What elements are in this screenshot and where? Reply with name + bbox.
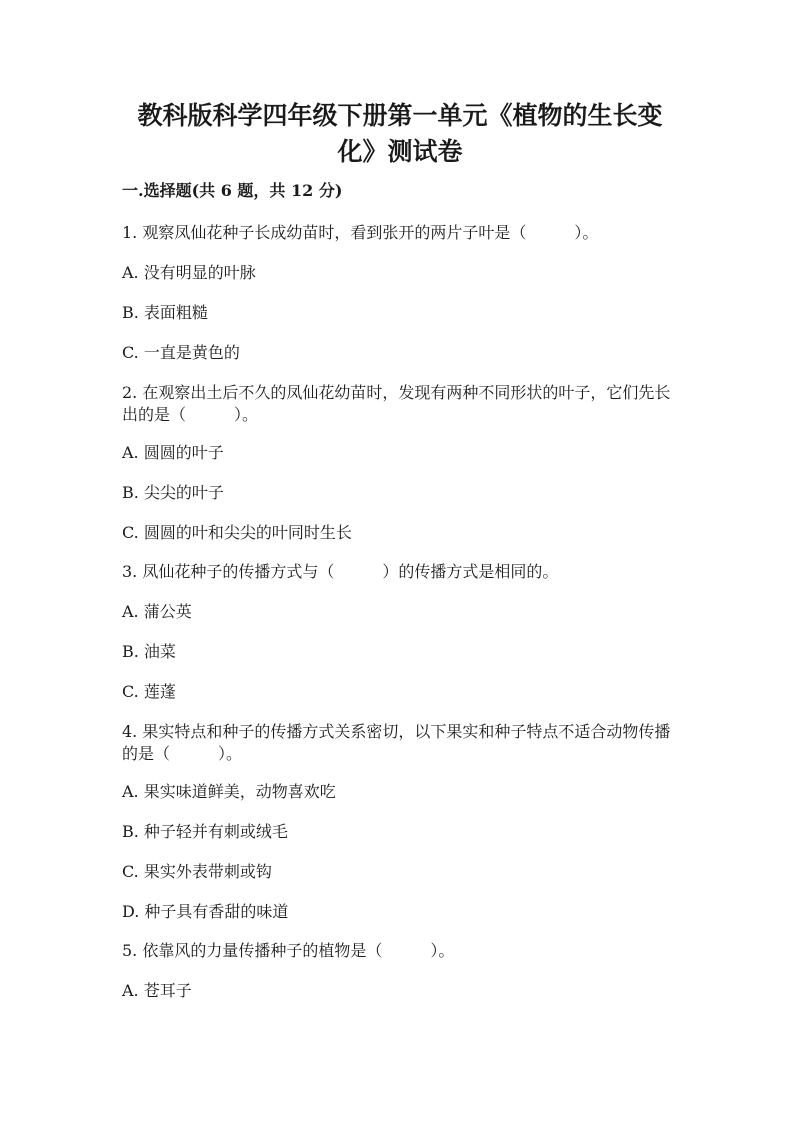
question-3-option-b: B. 油菜 <box>122 642 176 661</box>
question-2-option-a: A. 圆圆的叶子 <box>122 443 224 462</box>
title-line-2: 化》测试卷 <box>337 137 463 166</box>
question-2-option-b: B. 尖尖的叶子 <box>122 483 224 502</box>
question-1-option-a: A. 没有明显的叶脉 <box>122 263 256 282</box>
title-line-1: 教科版科学四年级下册第一单元《植物的生长变 <box>137 101 663 130</box>
question-4-option-d: D. 种子具有香甜的味道 <box>122 902 289 921</box>
question-2-stem-line-2: 出的是（ ）。 <box>122 405 259 424</box>
question-4-option-b: B. 种子轻并有刺或绒毛 <box>122 822 288 841</box>
question-1-option-b: B. 表面粗糙 <box>122 303 208 322</box>
question-1-option-c: C. 一直是黄色的 <box>122 343 240 362</box>
question-4-option-a: A. 果实味道鲜美，动物喜欢吃 <box>122 782 336 801</box>
question-1-stem: 1. 观察凤仙花种子长成幼苗时，看到张开的两片子叶是（ ）。 <box>122 223 599 242</box>
question-3-option-c: C. 莲蓬 <box>122 682 176 701</box>
question-5-stem: 5. 依靠风的力量传播种子的植物是（ ）。 <box>122 941 455 960</box>
question-4-stem-line-2: 的是（ ）。 <box>122 744 243 763</box>
question-5-option-a: A. 苍耳子 <box>122 981 192 1000</box>
question-4-option-c: C. 果实外表带刺或钩 <box>122 862 272 881</box>
question-4-stem-line-1: 4. 果实特点和种子的传播方式关系密切，以下果实和种子特点不适合动物传播 <box>122 722 671 741</box>
question-3-stem: 3. 凤仙花种子的传播方式与（ ）的传播方式是相同的。 <box>122 562 559 581</box>
question-2-stem-line-1: 2. 在观察出土后不久的凤仙花幼苗时，发现有两种不同形状的叶子，它们先长 <box>122 383 671 402</box>
question-3-option-a: A. 蒲公英 <box>122 602 192 621</box>
question-2-option-c: C. 圆圆的叶和尖尖的叶同时生长 <box>122 523 352 542</box>
section-heading: 一.选择题(共 6 题，共 12 分) <box>122 181 343 200</box>
